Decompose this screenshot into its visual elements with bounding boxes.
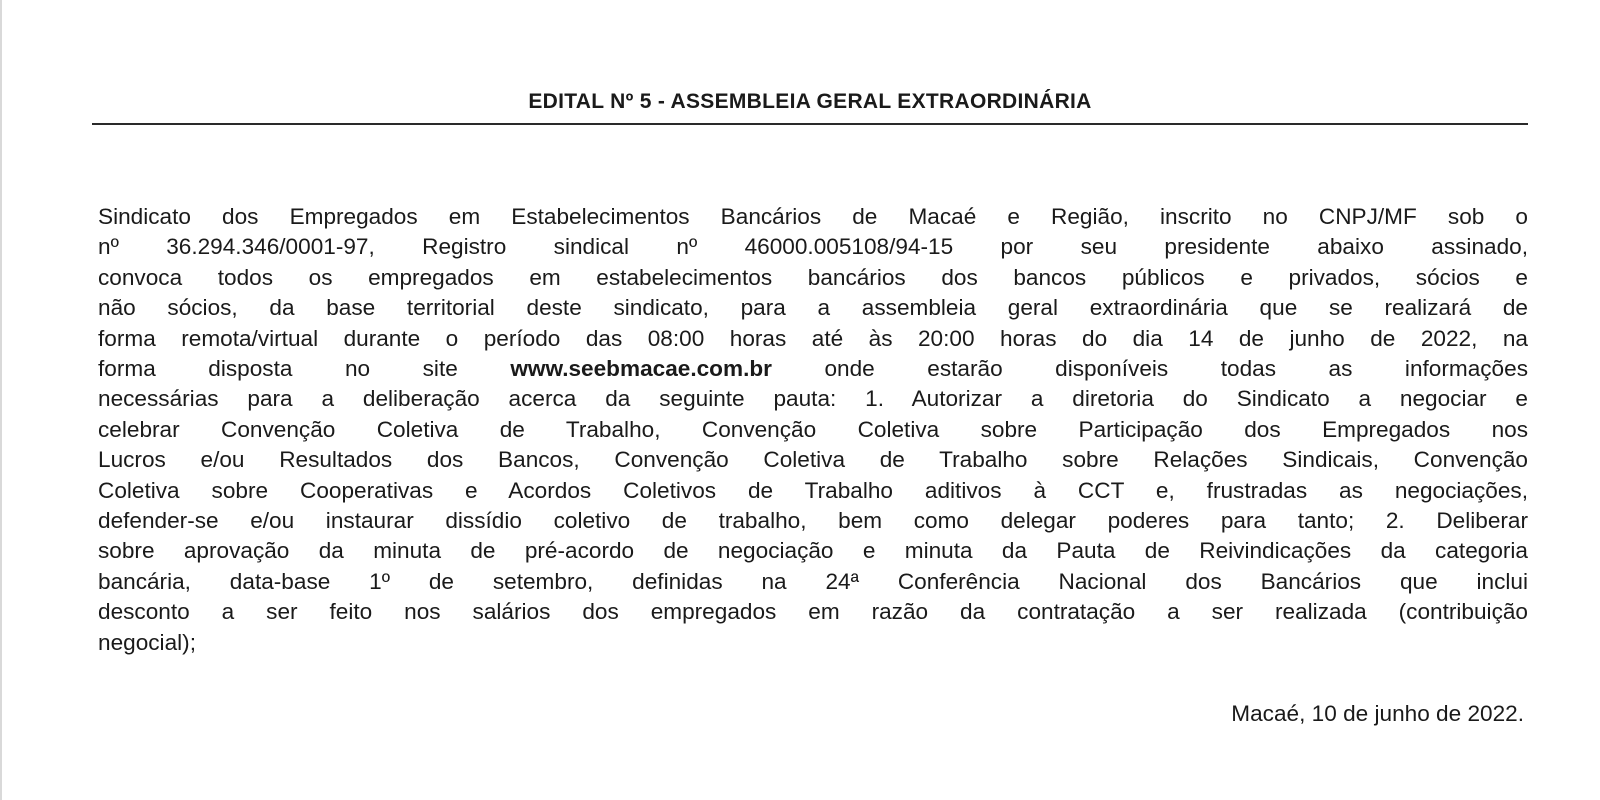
body-line-10: Coletiva sobre Cooperativas e Acordos Coletivos de Trabalho aditivos à CCT e, frustradas as negociações,	[98, 477, 1528, 503]
body-line-9: Lucros e/ou Resultados dos Bancos, Convenção Coletiva de Trabalho sobre Relações Sindicais, Convenção	[98, 447, 1528, 473]
body-line-5: forma remota/virtual durante o período das 08:00 horas até às 20:00 horas do dia 14 de junho de 2022, na	[98, 325, 1528, 351]
website-link[interactable]: www.seebmacae.com.br	[510, 356, 772, 382]
body-line-1: Sindicato dos Empregados em Estabelecimentos Bancários de Macaé e Região, inscrito no CNPJ/MF sob o	[98, 204, 1528, 229]
body-line-7: necessárias para a deliberação acerca da seguinte pauta: 1. Autorizar a diretoria do Sindicato a negociar e	[98, 386, 1528, 412]
page-left-edge	[0, 0, 2, 800]
body-line-3: convoca todos os empregados em estabelecimentos bancários dos bancos públicos e privados, sócios e	[98, 264, 1528, 290]
body-line-6	[98, 354, 1528, 384]
body-line-12: sobre aprovação da minuta de pré-acordo de negociação e minuta da Pauta de Reivindicações da categoria	[98, 538, 1528, 564]
body-line-4: não sócios, da base territorial deste sindicato, para a assembleia geral extraordinária que se realizará de	[98, 295, 1528, 321]
body-line-8: celebrar Convenção Coletiva de Trabalho, Convenção Coletiva sobre Participação dos Empregados nos	[98, 416, 1528, 442]
body-line-11: defender-se e/ou instaurar dissídio coletivo de trabalho, bem como delegar poderes para tanto; 2. Deliberar	[98, 508, 1528, 534]
signature-date: Macaé, 10 de junho de 2022.	[1231, 701, 1524, 726]
body-line-15: negocial);	[98, 629, 196, 655]
edital-title: EDITAL Nº 5 - ASSEMBLEIA GERAL EXTRAORDINÁRIA	[528, 90, 1092, 113]
edital-body	[98, 202, 1528, 658]
title-underline-rule	[92, 123, 1528, 125]
site-intro-text: forma disposta no site	[98, 356, 458, 382]
body-line-13: bancária, data-base 1º de setembro, definidas na 24ª Conferência Nacional dos Bancários que inclui	[98, 568, 1528, 594]
site-outro-text: onde estarão disponíveis todas as informações	[824, 356, 1528, 382]
body-line-2: nº 36.294.346/0001-97, Registro sindical nº 46000.005108/94-15 por seu presidente abaixo assinado,	[98, 234, 1528, 260]
body-line-14: desconto a ser feito nos salários dos empregados em razão da contratação a ser realizada (contribuição	[98, 599, 1528, 625]
